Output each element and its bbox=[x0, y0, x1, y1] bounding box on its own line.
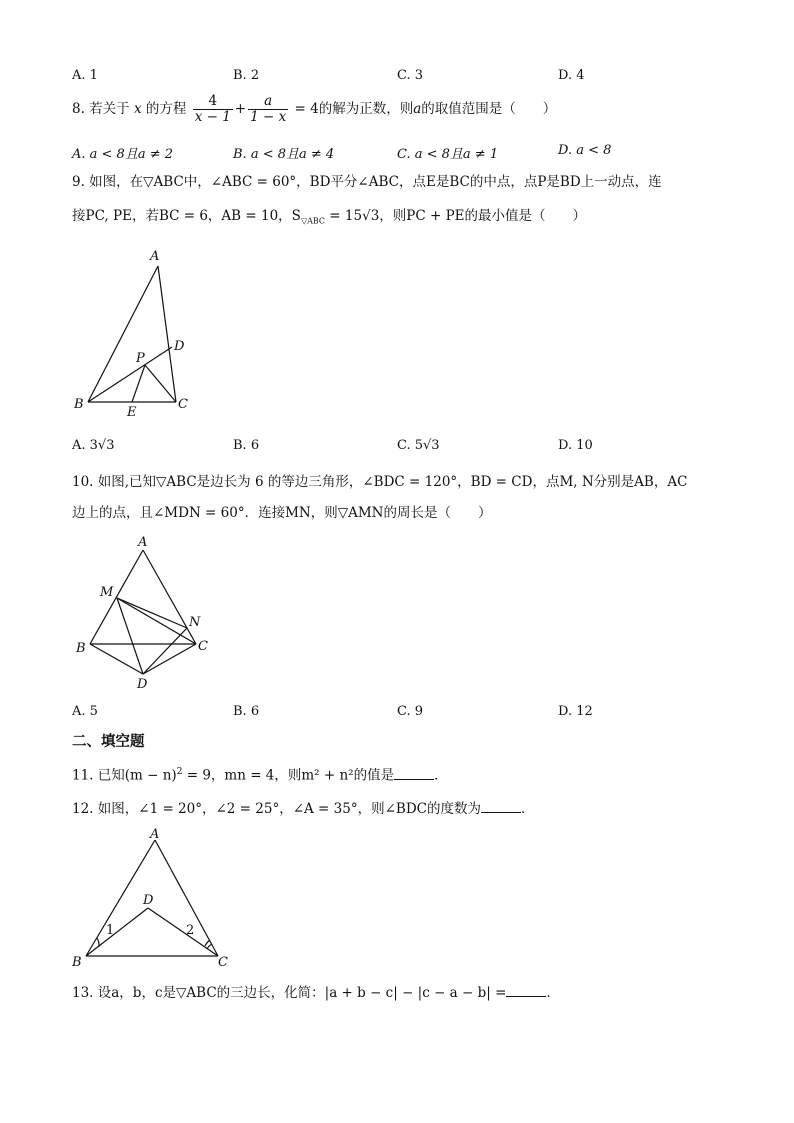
q11-answer-blank[interactable] bbox=[394, 767, 434, 780]
q9-label-d: D bbox=[174, 339, 185, 354]
q12-label-a: A bbox=[150, 827, 160, 842]
q12-label-c: C bbox=[218, 955, 228, 970]
q8-option-b[interactable]: B. a < 8且a ≠ 4 bbox=[233, 147, 335, 162]
q8-var-a: a bbox=[413, 101, 422, 117]
q12-text: 12. 如图，∠1 = 20°，∠2 = 25°，∠A = 35°，则∠BDC的度数为 bbox=[72, 801, 481, 817]
q8-var-x: x bbox=[133, 101, 142, 117]
q9-option-d[interactable]: D. 10 bbox=[558, 438, 593, 453]
q8-tail1: 的解为正数，则 bbox=[318, 101, 414, 117]
q12-angle-arc-2 bbox=[205, 940, 210, 946]
q10-option-b[interactable]: B. 6 bbox=[233, 704, 260, 719]
q10-figure bbox=[70, 532, 220, 692]
q11-exponent: 2 bbox=[176, 767, 183, 777]
q9-label-e: E bbox=[127, 405, 137, 420]
q8-frac1-num: 4 bbox=[193, 94, 233, 110]
q8-frac1-den: x − 1 bbox=[194, 109, 231, 125]
q12-label-angle-2: 2 bbox=[186, 923, 195, 938]
q10-option-c[interactable]: C. 9 bbox=[397, 704, 424, 719]
q10-option-d[interactable]: D. 12 bbox=[558, 704, 593, 719]
q9-line-2 bbox=[72, 206, 586, 232]
q11-text-b: = 9，mn = 4，则m² + n²的值是 bbox=[182, 767, 395, 784]
q8-eq-rhs: = 4 bbox=[294, 101, 319, 117]
q10-figure-lines bbox=[90, 550, 196, 674]
q9-option-a[interactable]: A. 3√3 bbox=[72, 438, 115, 453]
q9-line2-a: 接PC, PE，若BC = 6，AB = 10，S bbox=[72, 208, 301, 224]
q10-label-d: D bbox=[137, 677, 148, 692]
q9-segment-ac bbox=[158, 266, 176, 402]
q12-answer-blank[interactable] bbox=[481, 800, 521, 813]
q9-option-b[interactable]: B. 6 bbox=[233, 438, 260, 453]
q10-label-n: N bbox=[189, 615, 201, 630]
q11-question bbox=[72, 762, 448, 786]
q9-segment-ab bbox=[88, 266, 158, 402]
q9-segment-pe bbox=[132, 365, 145, 402]
q12-angle-arc-2b bbox=[207, 944, 212, 949]
q12-segment-bd bbox=[86, 908, 148, 956]
q9-label-c: C bbox=[178, 397, 188, 412]
q9-label-b: B bbox=[74, 397, 84, 412]
q10-line-1: 10. 如图,已知▽ABC是边长为 6 的等边三角形，∠BDC = 120°，BD = CD，点M, N分别是AB，AC bbox=[72, 474, 688, 490]
q12-figure bbox=[66, 824, 246, 972]
q8-option-d[interactable]: D. a < 8 bbox=[558, 143, 612, 158]
q13-question bbox=[72, 983, 560, 1003]
q9-line2-b: = 15√3，则PC + PE的最小值是（ ） bbox=[325, 208, 587, 224]
q10-segment-bd bbox=[90, 644, 143, 674]
q7-option-d[interactable]: D. 4 bbox=[558, 68, 585, 83]
q8-frac2-den: 1 − x bbox=[250, 109, 287, 125]
q10-segment-mc bbox=[117, 598, 196, 644]
q9-label-a: A bbox=[150, 249, 160, 264]
q10-label-c: C bbox=[198, 639, 208, 654]
q10-segment-ab bbox=[90, 550, 143, 644]
q13-end: ． bbox=[546, 985, 560, 1001]
q13-answer-blank[interactable] bbox=[506, 984, 546, 997]
q12-label-b: B bbox=[72, 955, 82, 970]
q11-end: ． bbox=[434, 767, 448, 784]
q8-frac2-num: a bbox=[248, 94, 288, 110]
q8-option-c[interactable]: C. a < 8且a ≠ 1 bbox=[397, 147, 499, 162]
q8-eq-text: 的方程 bbox=[145, 101, 187, 117]
q7-option-a[interactable]: A. 1 bbox=[72, 68, 98, 83]
q12-question bbox=[72, 799, 534, 819]
q9-segment-bd bbox=[88, 347, 172, 402]
q10-segment-mn bbox=[117, 598, 187, 628]
q9-figure bbox=[70, 244, 200, 422]
q8-question bbox=[72, 94, 556, 125]
q9-line2-sub: ▽ABC bbox=[300, 216, 326, 226]
q7-option-c[interactable]: C. 3 bbox=[397, 68, 424, 83]
q9-option-c[interactable]: C. 5√3 bbox=[397, 438, 440, 453]
q9-label-p: P bbox=[136, 351, 145, 366]
q13-text: 13. 设a，b，c是▽ABC的三边长，化简：|a + b − c| − |c − a − b| = bbox=[72, 985, 507, 1001]
q9-line-1: 9. 如图，在▽ABC中，∠ABC = 60°，BD平分∠ABC，点E是BC的中点，点P是BD上一动点，连 bbox=[72, 174, 662, 190]
q10-label-m: M bbox=[100, 585, 114, 600]
section-title-fill-blank: 二、填空题 bbox=[72, 734, 145, 750]
q8-tail2: 的取值范围是（ ） bbox=[421, 101, 557, 117]
q10-label-a: A bbox=[138, 535, 148, 550]
q9-figure-lines bbox=[88, 266, 176, 402]
q12-end: ． bbox=[520, 801, 535, 817]
q12-label-d: D bbox=[143, 893, 154, 908]
q10-line-2: 边上的点，且∠MDN = 60°．连接MN，则▽AMN的周长是（ ） bbox=[72, 505, 492, 521]
q12-segment-ac bbox=[155, 840, 218, 956]
q7-option-b[interactable]: B. 2 bbox=[233, 68, 260, 83]
q10-segment-cd bbox=[143, 644, 196, 674]
q8-option-a[interactable]: A. a < 8且a ≠ 2 bbox=[72, 147, 174, 162]
q8-plus: + bbox=[234, 101, 247, 117]
q8-fraction-1 bbox=[193, 94, 233, 125]
q10-segment-md bbox=[117, 598, 143, 674]
q12-angle-arc-1 bbox=[97, 938, 99, 947]
q12-label-angle-1: 1 bbox=[106, 923, 115, 938]
q11-text-a: 11. 已知(m − n) bbox=[72, 767, 177, 784]
q10-label-b: B bbox=[76, 641, 86, 656]
q8-lead: 8. 若关于 bbox=[72, 101, 130, 117]
q8-fraction-2 bbox=[248, 94, 288, 125]
q10-option-a[interactable]: A. 5 bbox=[72, 704, 98, 719]
